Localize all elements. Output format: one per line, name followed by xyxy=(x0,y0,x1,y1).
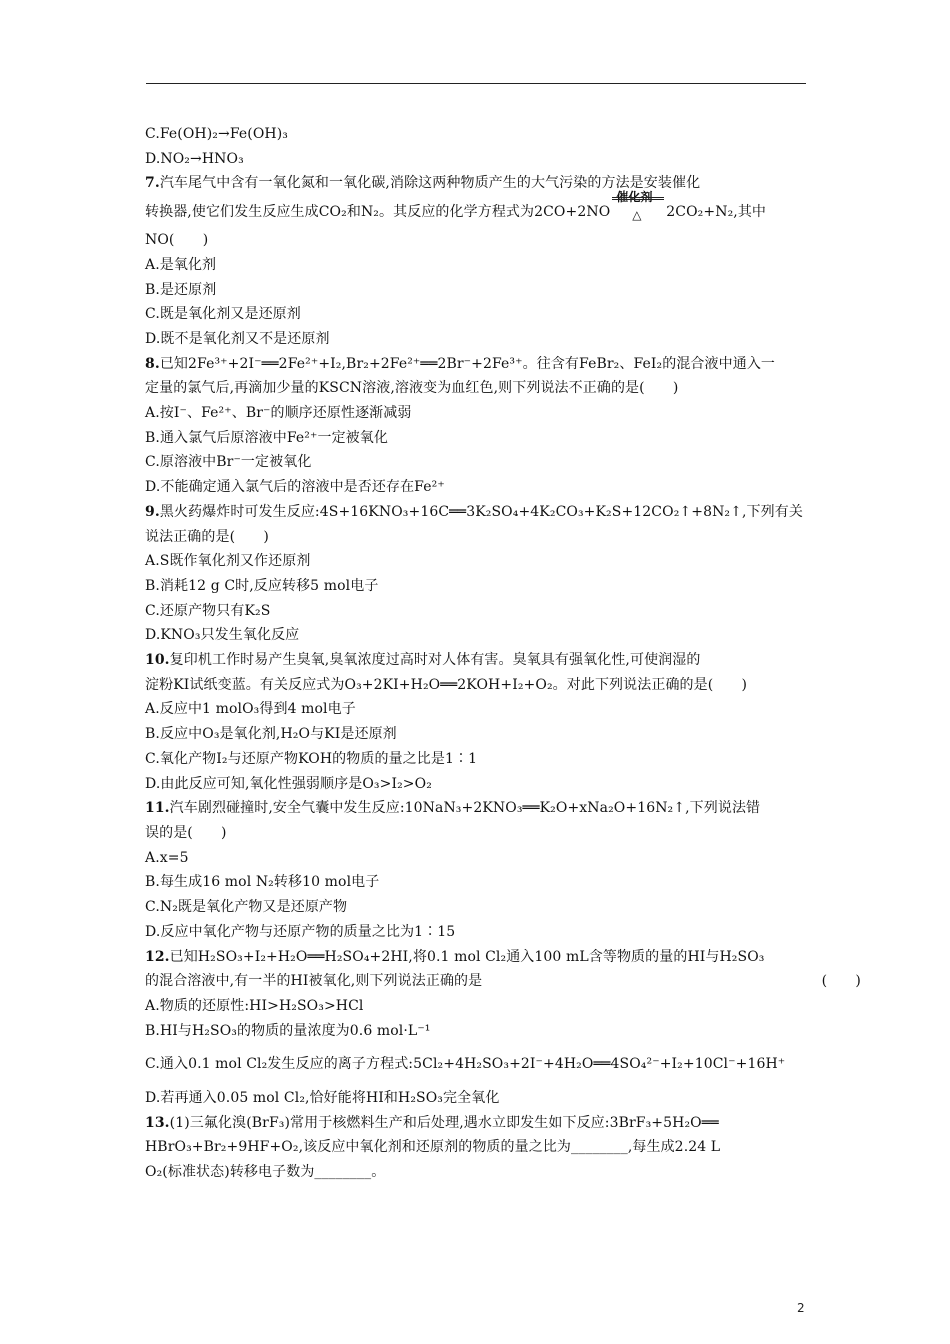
question-8 xyxy=(145,352,809,377)
document-body xyxy=(145,122,861,1185)
question-text: 转换器,使它们发生反应生成CO₂和N₂。其反应的化学方程式为2CO+2NO xyxy=(145,204,611,221)
question-text: 汽车剧烈碰撞时,安全气囊中发生反应:10NaN₃+2KNO₃══K₂O+xNa₂O+16N₂↑,下列说法错 xyxy=(169,800,761,817)
option-line: C.Fe(OH)₂→Fe(OH)₃ xyxy=(145,126,289,142)
option-line: C.既是氧化剂又是还原剂 xyxy=(145,306,301,323)
question-9 xyxy=(145,500,809,525)
option-line: A.x=5 xyxy=(145,849,189,866)
option-line: D.由此反应可知,氧化性强弱顺序是O₃>I₂>O₂ xyxy=(145,775,432,792)
option-line: A.按I⁻、Fe²⁺、Br⁻的顺序还原性逐渐减弱 xyxy=(145,405,412,422)
header-rule xyxy=(146,83,806,84)
option-line: C.原溶液中Br⁻一定被氧化 xyxy=(145,454,312,471)
option-line: A.反应中1 molO₃得到4 mol电子 xyxy=(145,701,356,718)
catalyst-condition xyxy=(612,190,664,223)
option-line: B.通入氯气后原溶液中Fe²⁺一定被氧化 xyxy=(145,429,388,446)
question-text: (1)三氟化溴(BrF₃)常用于核燃料生产和后处理,遇水立即发生如下反应:3BrF₃+5H₂O══ xyxy=(169,1114,719,1131)
option-line: A.是氧化剂 xyxy=(145,256,217,273)
question-number: 11. xyxy=(145,800,170,817)
question-line xyxy=(145,190,809,228)
option-line: D.不能确定通入氯气后的溶液中是否还存在Fe²⁺ xyxy=(145,479,445,496)
option-line: D.反应中氧化产物与还原产物的质量之比为1∶15 xyxy=(145,923,456,940)
question-line: HBrO₃+Br₂+9HF+O₂,该反应中氧化剂和还原剂的物质的量之比为________,每生成2.24 L xyxy=(145,1139,721,1156)
option-line: A.S既作氧化剂又作还原剂 xyxy=(145,553,311,570)
question-text: 的混合溶液中,有一半的HI被氧化,则下列说法正确的是 xyxy=(145,973,483,990)
question-10 xyxy=(145,648,809,673)
question-line: 误的是( ) xyxy=(145,824,227,841)
question-text: 复印机工作时易产生臭氧,臭氧浓度过高时对人体有害。臭氧具有强氧化性,可使润湿的 xyxy=(169,652,701,669)
option-line: D.KNO₃只发生氧化反应 xyxy=(145,627,300,644)
question-line: NO( ) xyxy=(145,232,209,249)
option-line: D.NO₂→HNO₃ xyxy=(145,150,244,167)
question-number: 9. xyxy=(145,503,160,520)
question-text: 汽车尾气中含有一氧化氮和一氧化碳,消除这两种物质产生的大气污染的方法是安装催化 xyxy=(159,175,701,192)
question-13 xyxy=(145,1111,809,1136)
option-line: A.物质的还原性:HI>H₂SO₃>HCl xyxy=(145,997,364,1014)
page-number: 2 xyxy=(797,1301,805,1315)
heat-symbol: △ xyxy=(632,208,642,223)
question-number: 12. xyxy=(145,948,170,965)
question-12 xyxy=(145,945,809,970)
option-line: C.通入0.1 mol Cl₂发生反应的离子方程式:5Cl₂+4H₂SO₃+2I⁻+4H₂O══4SO₄²⁻+I₂+10Cl⁻+16H⁺ xyxy=(145,1056,786,1073)
option-line: C.N₂既是氧化产物又是还原产物 xyxy=(145,899,348,916)
question-line: 淀粉KI试纸变蓝。有关反应式为O₃+2KI+H₂O══2KOH+I₂+O₂。对此下列说法正确的是( ) xyxy=(145,676,748,693)
option-line: C.氧化产物I₂与还原产物KOH的物质的量之比是1∶1 xyxy=(145,750,478,767)
question-text: 黑火药爆炸时可发生反应:4S+16KNO₃+16C══3K₂SO₄+4K₂CO₃+K₂S+12CO₂↑+8N₂↑,下列有关 xyxy=(159,503,803,520)
question-line: 定量的氯气后,再滴加少量的KSCN溶液,溶液变为血红色,则下列说法不正确的是( ) xyxy=(145,380,679,397)
option-line: C.还原产物只有K₂S xyxy=(145,602,271,619)
question-number: 10. xyxy=(145,652,170,669)
question-line: O₂(标准状态)转移电子数为________。 xyxy=(145,1164,386,1181)
catalyst-label: 催化剂 xyxy=(616,190,653,205)
option-line: B.消耗12 g C时,反应转移5 mol电子 xyxy=(145,577,379,594)
question-text: 已知2Fe³⁺+2I⁻══2Fe²⁺+I₂,Br₂+2Fe²⁺══2Br⁻+2Fe³⁺。往含有FeBr₂、FeI₂的混合液中通入一 xyxy=(159,355,776,372)
question-11 xyxy=(145,796,809,821)
question-number: 8. xyxy=(145,355,160,372)
question-text: 2CO₂+N₂,其中 xyxy=(666,204,767,221)
question-number: 13. xyxy=(145,1114,170,1131)
question-7 xyxy=(145,171,809,196)
answer-bracket: ( ) xyxy=(821,973,861,990)
option-line: D.若再通入0.05 mol Cl₂,恰好能将HI和H₂SO₃完全氧化 xyxy=(145,1090,500,1107)
question-number: 7. xyxy=(145,175,160,192)
option-line: B.HI与H₂SO₃的物质的量浓度为0.6 mol·L⁻¹ xyxy=(145,1022,431,1039)
question-line: 说法正确的是( ) xyxy=(145,528,269,545)
option-line: B.每生成16 mol N₂转移10 mol电子 xyxy=(145,874,380,891)
option-line: B.是还原剂 xyxy=(145,281,217,298)
option-line: B.反应中O₃是氧化剂,H₂O与KI是还原剂 xyxy=(145,726,397,743)
question-line xyxy=(145,969,861,994)
question-text: 已知H₂SO₃+I₂+H₂O══H₂SO₄+2HI,将0.1 mol Cl₂通入100 mL含等物质的量的HI与H₂SO₃ xyxy=(169,948,765,965)
option-line: D.既不是氧化剂又不是还原剂 xyxy=(145,330,330,347)
